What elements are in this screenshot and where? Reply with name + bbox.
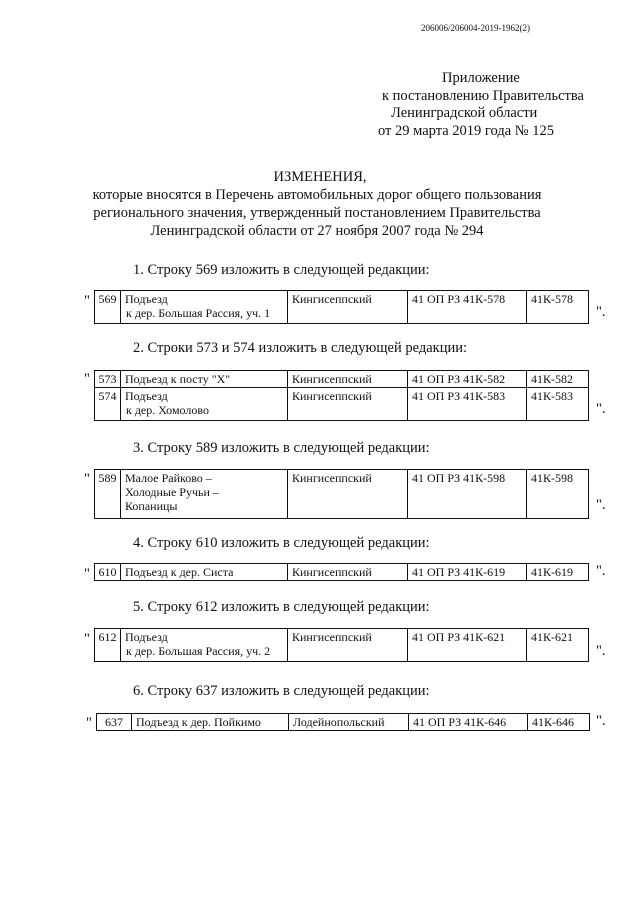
quote-close: ".	[596, 563, 606, 579]
quote-open: "	[84, 471, 90, 487]
road-table	[96, 713, 590, 731]
table-row	[95, 564, 589, 581]
road-name	[121, 388, 288, 421]
district: Кингисеппский	[288, 629, 408, 662]
road-code: 41К-619	[527, 564, 589, 581]
title-heading: ИЗМЕНЕНИЯ,	[273, 169, 367, 185]
id-number: 41 ОП РЗ 41К-582	[408, 371, 527, 388]
table-row	[97, 714, 590, 731]
road-name-line: Подъезд к дер. Систа	[125, 565, 234, 579]
id-number: 41 ОП РЗ 41К-646	[409, 714, 528, 731]
id-number: 41 ОП РЗ 41К-578	[408, 291, 527, 324]
road-name-line: к дер. Хомолово	[126, 403, 209, 417]
quote-open: "	[84, 371, 90, 387]
id-number: 41 ОП РЗ 41К-583	[408, 388, 527, 421]
road-name	[121, 564, 288, 581]
road-name-line: Подъезд	[125, 630, 168, 644]
table-row	[95, 470, 589, 519]
road-name	[121, 629, 288, 662]
id-number: 41 ОП РЗ 41К-598	[408, 470, 527, 519]
road-name-line: Подъезд	[125, 389, 168, 403]
district: Кингисеппский	[288, 470, 408, 519]
road-name	[121, 470, 288, 519]
road-code: 41К-646	[528, 714, 590, 731]
document-code: 206006/206004-2019-1962(2)	[421, 23, 530, 33]
appendix-date: от 29 марта 2019 года № 125	[378, 122, 554, 139]
appendix-header	[378, 70, 608, 140]
road-name	[121, 291, 288, 324]
road-name-line: Малое Райково –	[125, 471, 212, 485]
road-code: 41К-578	[527, 291, 589, 324]
road-name-line: к дер. Большая Рассия, уч. 2	[126, 644, 271, 658]
row-number: 589	[95, 470, 121, 519]
row-number: 610	[95, 564, 121, 581]
road-table	[94, 563, 589, 581]
district: Кингисеппский	[288, 388, 408, 421]
quote-open: "	[86, 715, 92, 731]
quote-open: "	[84, 566, 90, 582]
title-line: которые вносятся в Перечень автомобильных дорог общего пользования	[92, 187, 542, 203]
row-number: 612	[95, 629, 121, 662]
road-code: 41К-621	[527, 629, 589, 662]
title-line: регионального значения, утвержденный постановлением Правительства	[93, 205, 541, 221]
district: Кингисеппский	[288, 371, 408, 388]
district: Кингисеппский	[288, 291, 408, 324]
appendix-resolution: к постановлению Правительства	[382, 87, 584, 104]
road-name-line: Холодные Ручьи –	[125, 485, 219, 499]
road-code: 41К-598	[527, 470, 589, 519]
road-name-line: Копаницы	[125, 499, 178, 513]
table-row	[95, 629, 589, 662]
table-row	[95, 291, 589, 324]
appendix-region: Ленинградской области	[391, 105, 538, 121]
section-heading: 3. Строку 589 изложить в следующей редакции:	[133, 440, 430, 456]
row-number: 574	[95, 388, 121, 421]
document-title	[80, 168, 554, 240]
section-heading: 5. Строку 612 изложить в следующей редакции:	[133, 599, 430, 615]
quote-close: ".	[596, 401, 606, 417]
section-heading: 4. Строку 610 изложить в следующей редакции:	[133, 535, 430, 551]
road-code: 41К-582	[527, 371, 589, 388]
road-name-line: Подъезд	[125, 292, 168, 306]
id-number: 41 ОП РЗ 41К-621	[408, 629, 527, 662]
table-row	[95, 371, 589, 388]
id-number: 41 ОП РЗ 41К-619	[408, 564, 527, 581]
road-name	[132, 714, 289, 731]
row-number: 573	[95, 371, 121, 388]
road-table	[94, 370, 589, 421]
quote-close: ".	[596, 643, 606, 659]
quote-close: ".	[596, 304, 606, 320]
quote-open: "	[84, 631, 90, 647]
table-row	[95, 388, 589, 421]
quote-open: "	[84, 293, 90, 309]
section-heading: 2. Строки 573 и 574 изложить в следующей редакции:	[133, 340, 468, 356]
appendix-label: Приложение	[442, 70, 520, 86]
road-table	[94, 469, 589, 519]
district: Лодейнопольский	[289, 714, 409, 731]
row-number: 569	[95, 291, 121, 324]
district: Кингисеппский	[288, 564, 408, 581]
quote-close: ".	[596, 497, 606, 513]
road-table	[94, 628, 589, 662]
road-name	[121, 371, 288, 388]
road-name-line: Подъезд к посту "Х"	[125, 372, 231, 386]
section-heading: 6. Строку 637 изложить в следующей редакции:	[133, 683, 430, 699]
row-number: 637	[97, 714, 132, 731]
section-heading: 1. Строку 569 изложить в следующей редакции:	[133, 262, 430, 278]
quote-close: ".	[596, 713, 606, 729]
title-line: Ленинградской области от 27 ноября 2007 года № 294	[150, 223, 484, 239]
road-code: 41К-583	[527, 388, 589, 421]
road-name-line: к дер. Большая Рассия, уч. 1	[126, 306, 271, 320]
road-name-line: Подъезд к дер. Пойкимо	[136, 715, 261, 729]
road-table	[94, 290, 589, 324]
